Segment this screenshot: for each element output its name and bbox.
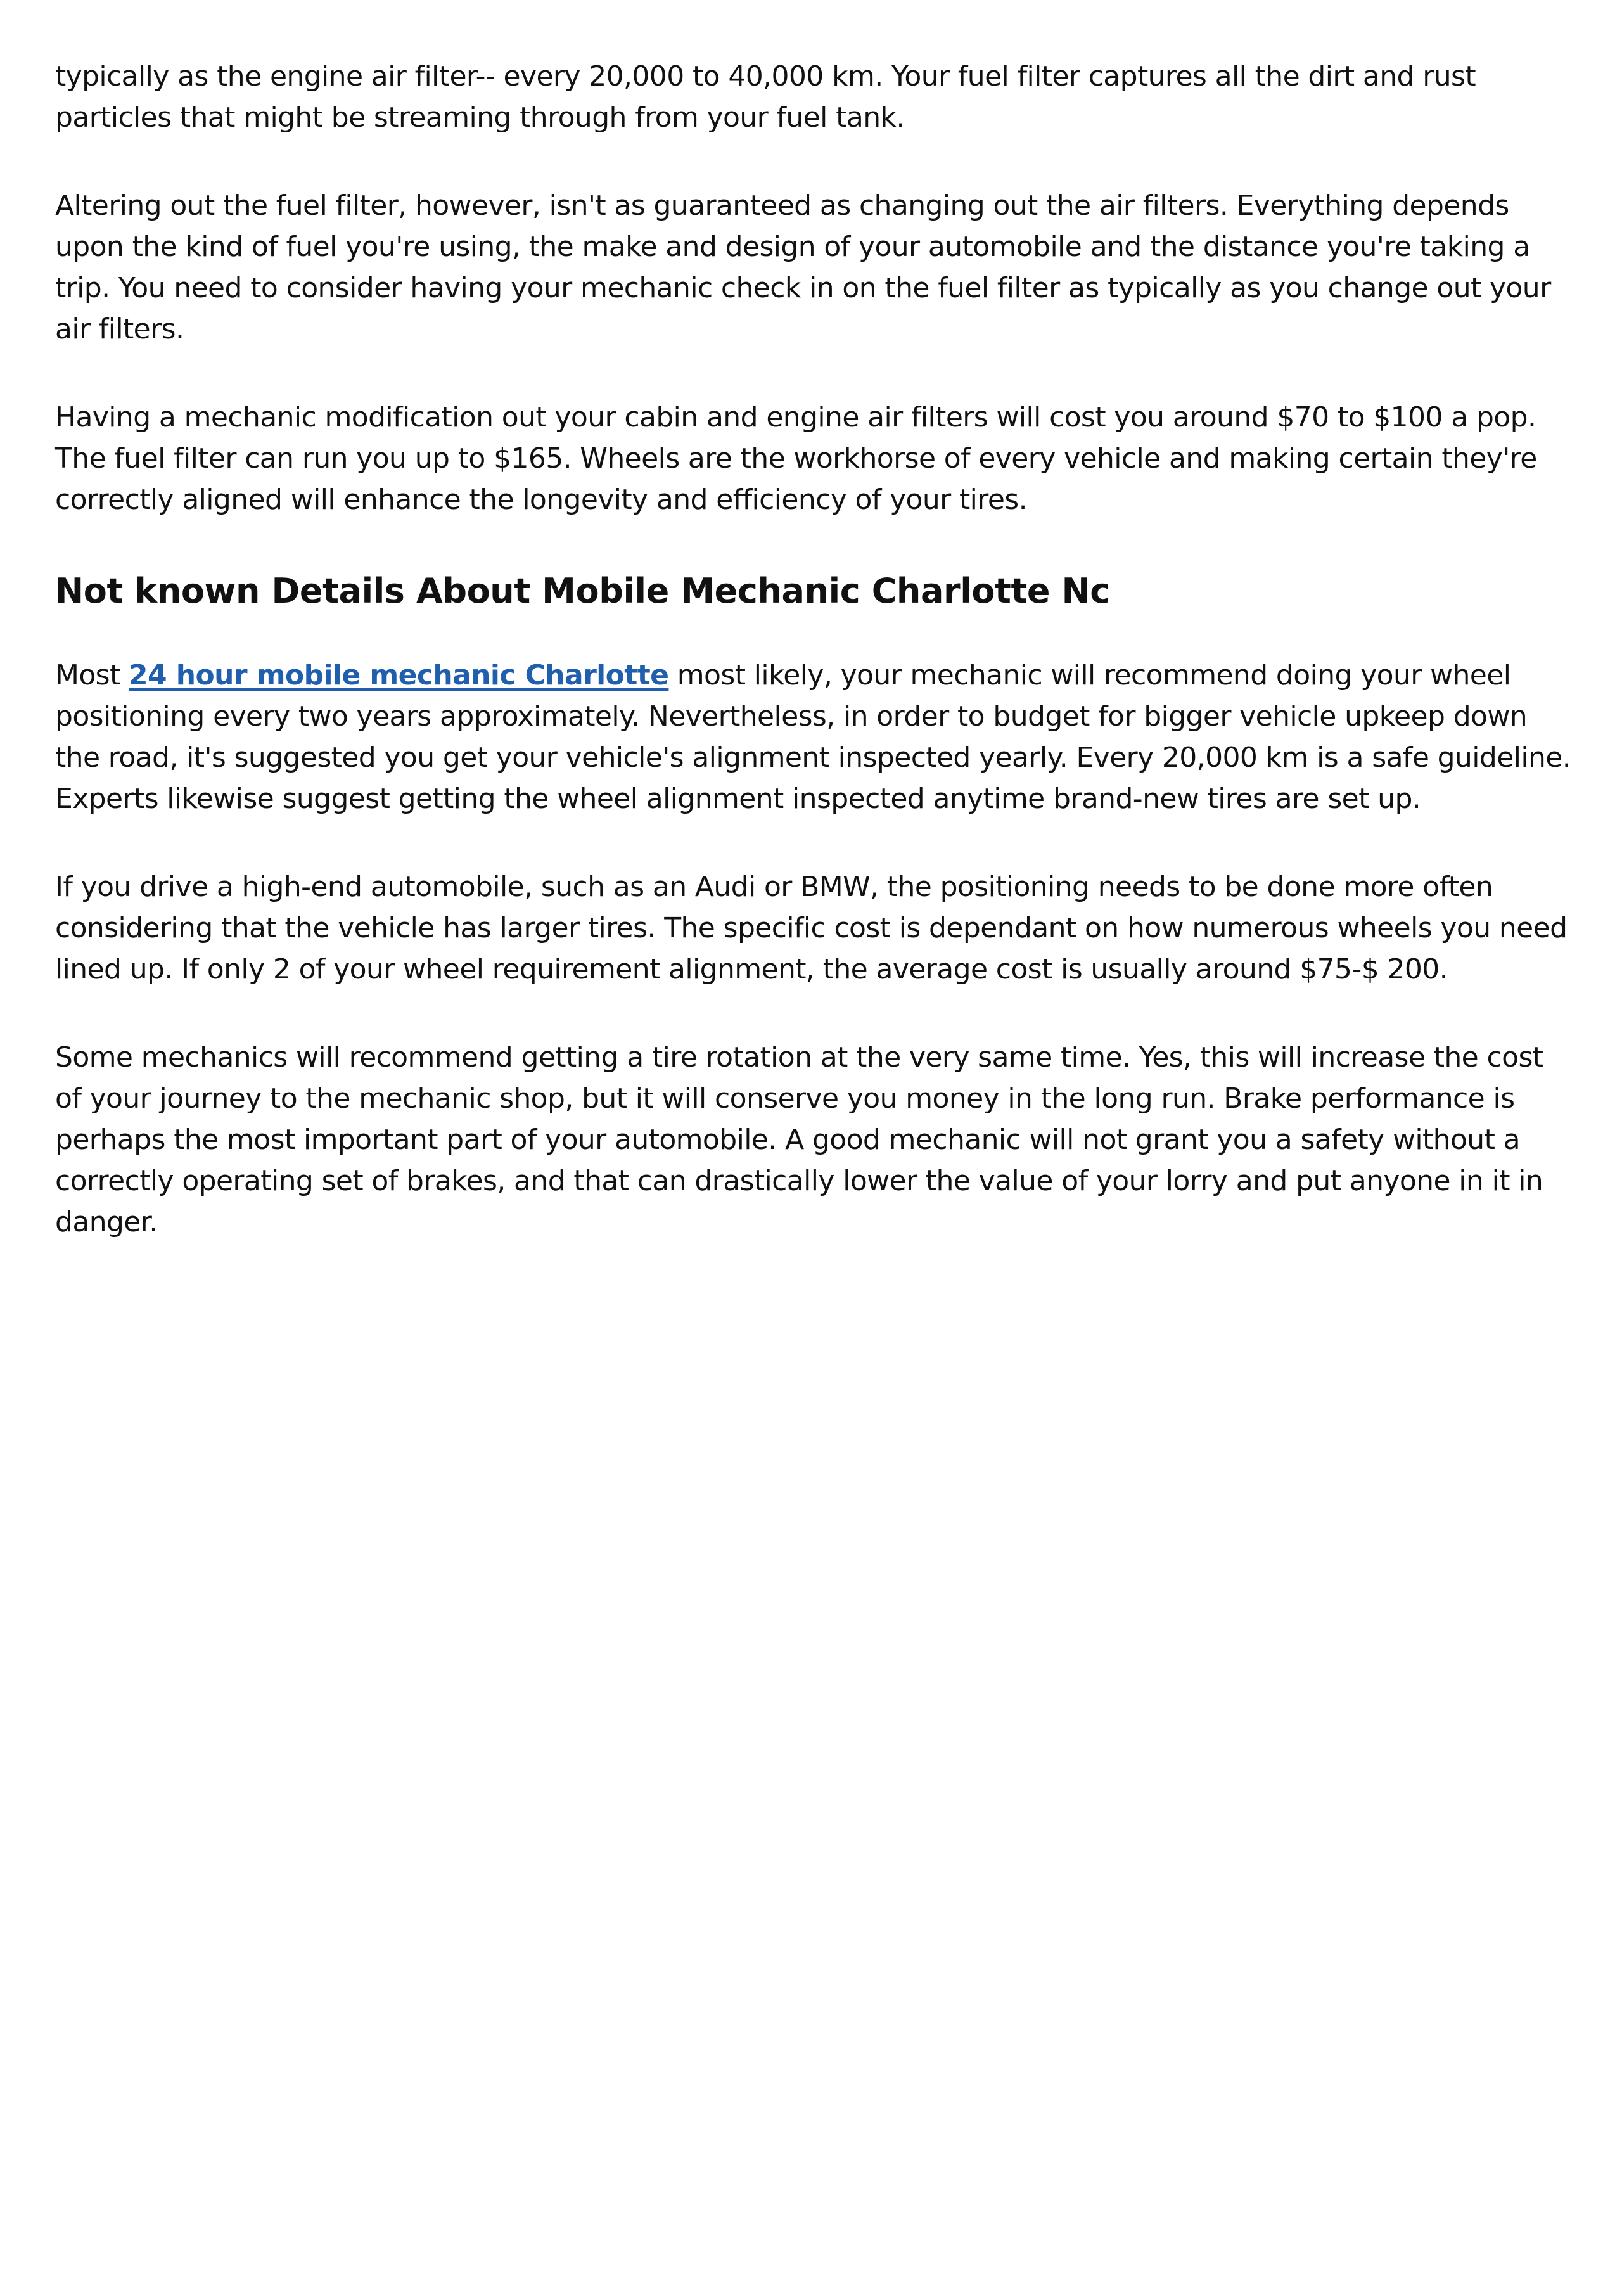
paragraph-high-end-automobile: If you drive a high-end automobile, such as an Audi or BMW, the positioning needs to be done more often considering that the vehicle has larger tires. The specific cost is dependant on how numerous wheels you need lined up. If only 2 of your wheel requirement alignment, the average cost is usually around $75-$ 200. xyxy=(55,871,1568,985)
paragraph-fuel-filter-change: Altering out the fuel filter, however, isn't as guaranteed as changing out the air filters. Everything depends upon the kind of fuel you're using, the make and design of your automobile and the distance you're taking a trip. You need to consider having your mechanic check in on the fuel filter as typically as you change out your air filters. xyxy=(55,189,1551,345)
paragraph-prefix: Most xyxy=(55,659,129,691)
paragraph-fuel-filter-intro: typically as the engine air filter-- every 20,000 to 40,000 km. Your fuel filter captures all the dirt and rust particles that might be streaming through from your fuel tank. xyxy=(55,60,1476,134)
paragraph-filter-costs: Having a mechanic modification out your cabin and engine air filters will cost you around $70 to $100 a pop. The fuel filter can run you up to $165. Wheels are the workhorse of every vehicle and making certain they're correctly aligned will enhance the longevity and efficiency of your tires. xyxy=(55,401,1537,516)
article-body xyxy=(55,56,1576,1243)
section-heading: Not known Details About Mobile Mechanic Charlotte Nc xyxy=(55,571,1110,611)
paragraph-tire-rotation-brakes: Some mechanics will recommend getting a tire rotation at the very same time. Yes, this will increase the cost of your journey to the mechanic shop, but it will conserve you money in the long run. Brake performance is perhaps the most important part of your automobile. A good mechanic will not grant you a safety without a correctly operating set of brakes, and that can drastically lower the value of your lorry and put anyone in it in danger. xyxy=(55,1041,1543,1238)
paragraph-wheel-alignment xyxy=(55,655,1576,819)
paragraph-suffix: most likely, your mechanic will recommend doing your wheel positioning every two years approximately. Nevertheless, in order to budget for bigger vehicle upkeep down the road, it's suggested you get your vehicle's alignment inspected yearly. Every 20,000 km is a safe guideline. Experts likewise suggest getting the wheel alignment inspected anytime brand-new tires are set up. xyxy=(55,659,1571,815)
mobile-mechanic-link[interactable]: 24 hour mobile mechanic Charlotte xyxy=(129,659,669,691)
